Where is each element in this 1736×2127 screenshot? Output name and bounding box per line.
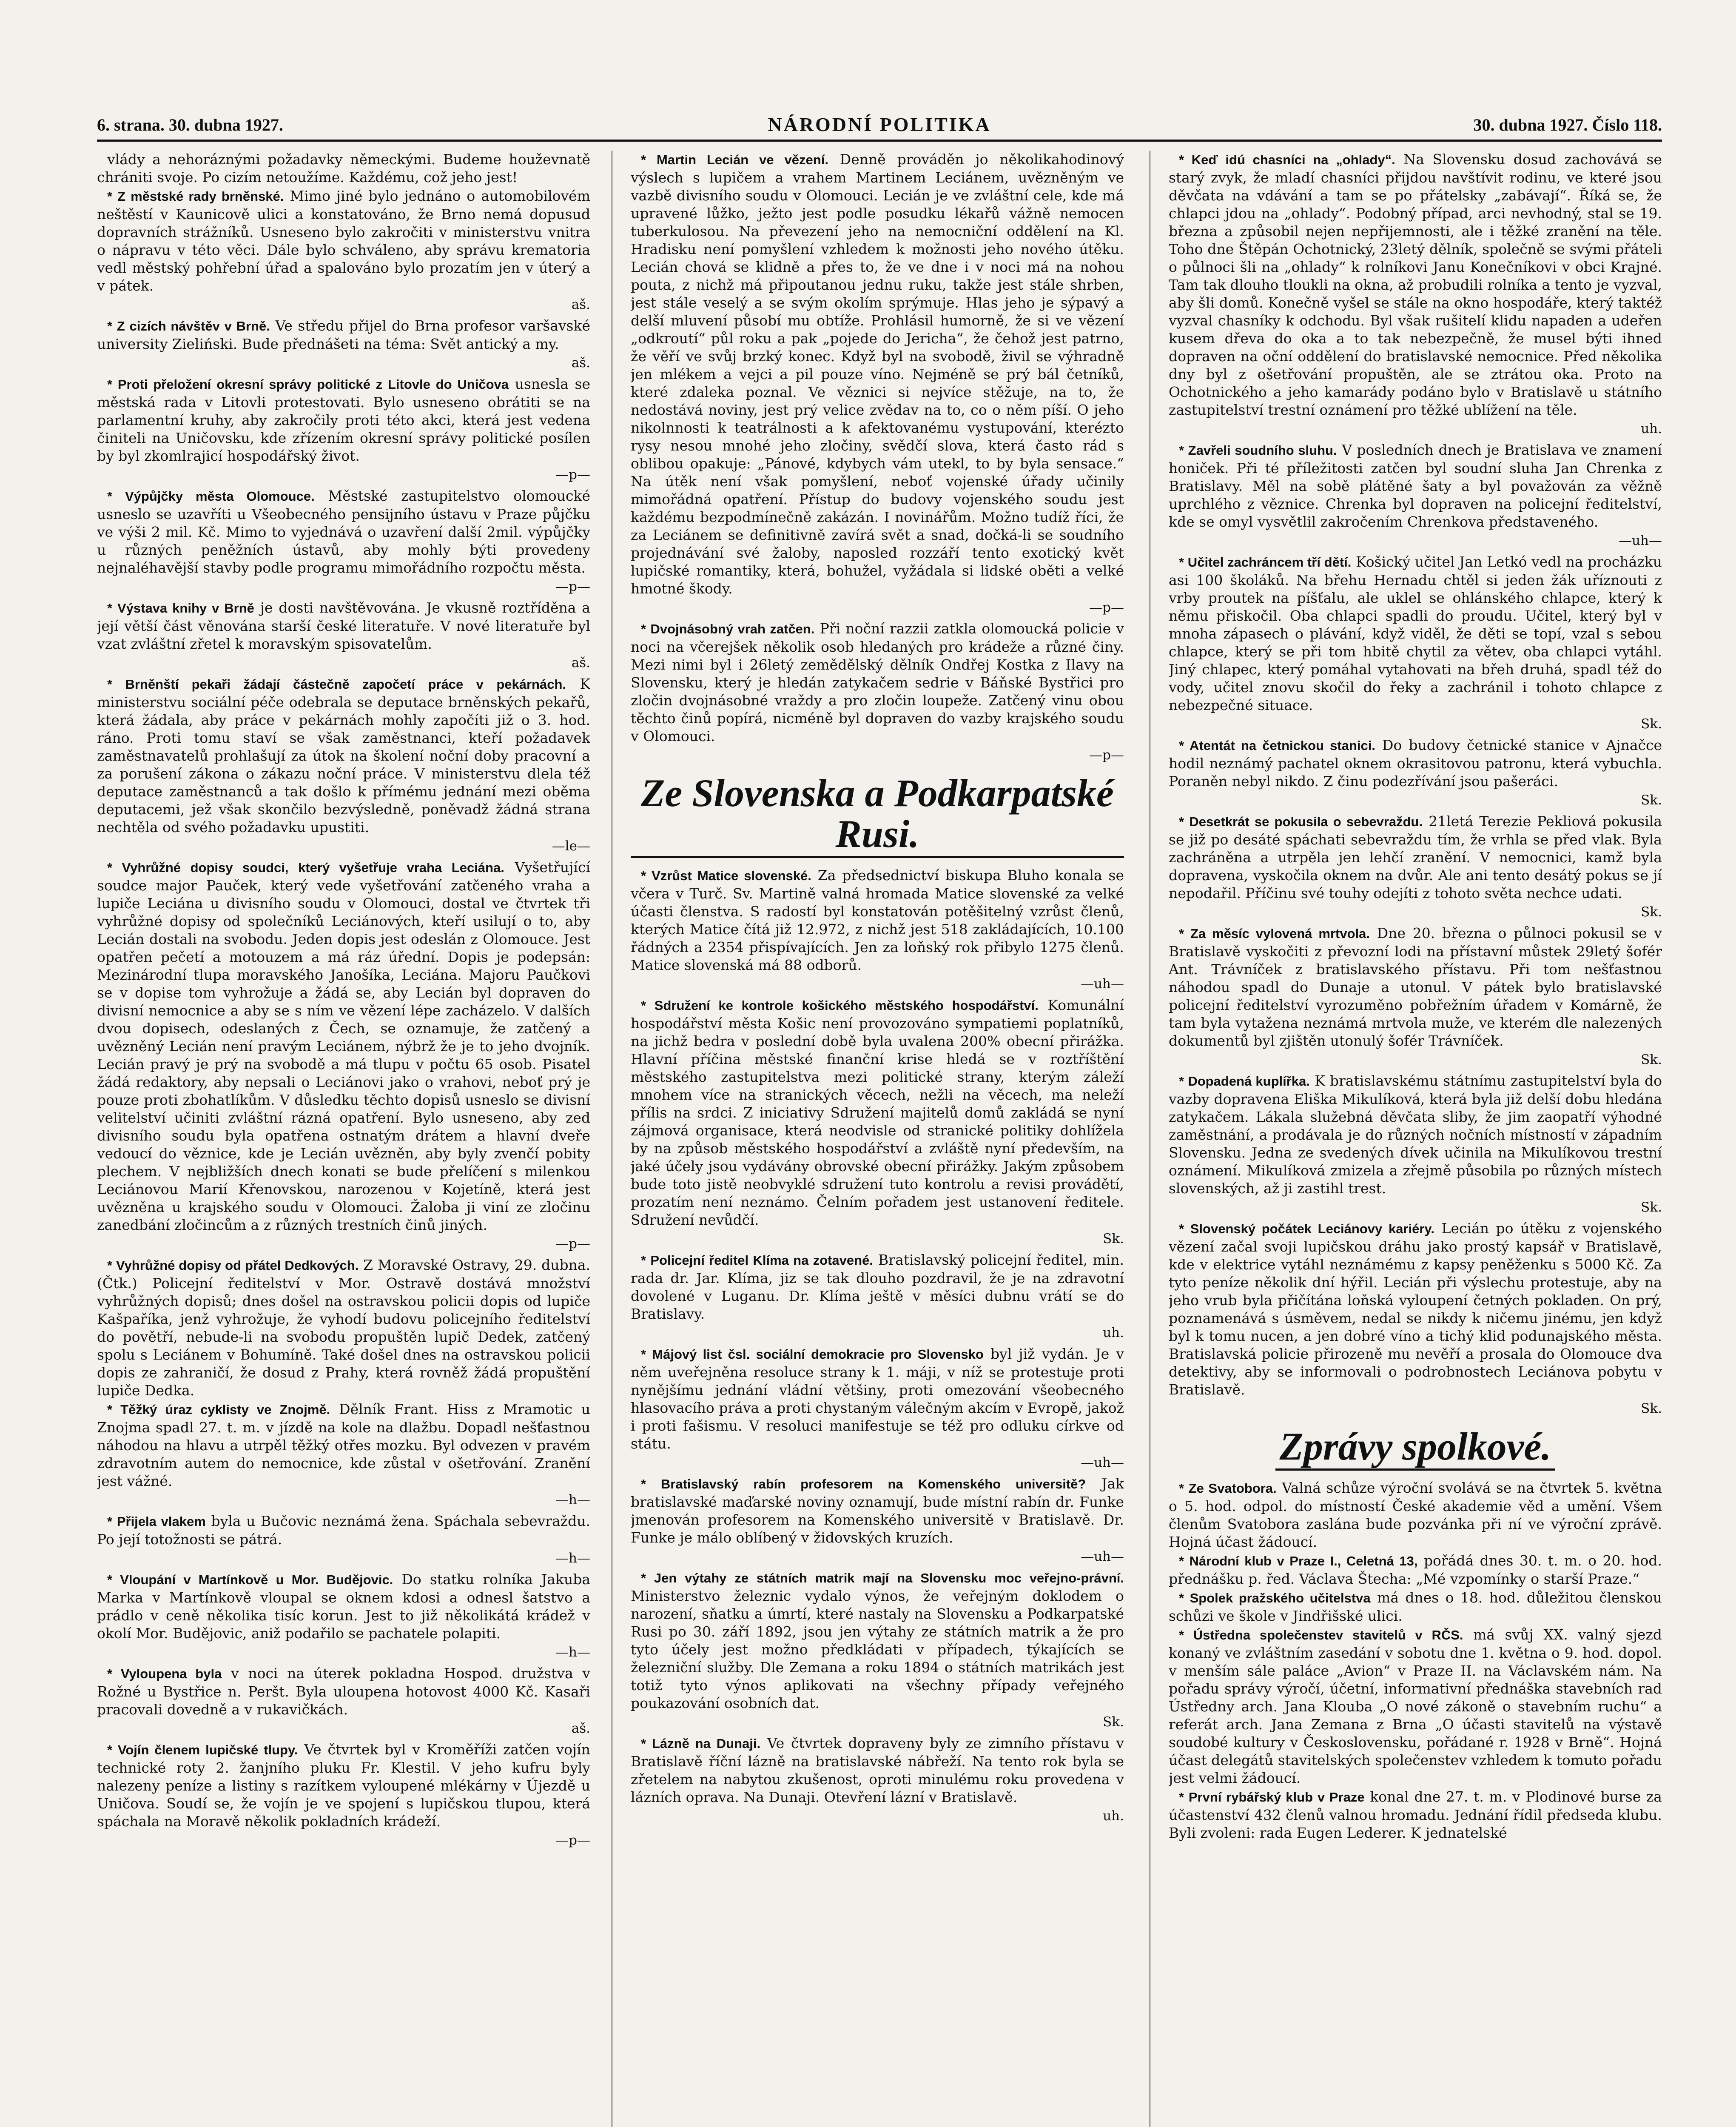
header-date-right: 30. dubna 1927. [1473, 115, 1588, 134]
article-headline: * Vyhrůžné dopisy od přátel Dedkových. [107, 1258, 359, 1273]
article [631, 867, 1124, 974]
article-headline: * Vyloupena byla [107, 1666, 222, 1681]
article-signature: —p— [555, 1833, 590, 1848]
article-signature: Sk. [1103, 1714, 1124, 1730]
article [631, 620, 1124, 745]
article-body: byla u Bučovic neznámá žena. Spáchala sebevraždu. Po její totožnosti se pátrá. [97, 1513, 590, 1548]
article-body: má dnes o 18. hod. důležitou členskou schůzi ve škole v Jindřišské ulici. [1169, 1589, 1662, 1624]
article-headline: * Těžký úraz cyklisty ve Znojmě. [107, 1402, 330, 1417]
article-body: Dne 20. března o půlnoci pokusil se v Bratislavě vyskočiti z převozní lodi na přístavní můstek 29letý šofér Ant. Trávníček z bratislavského přístavu. Při tom nešťastnou náhodou spadl do Dunaje a utonul. V pátek bylo bratislavské policejní ředitelství vyrozuměno pobřežním úřadem v Komárně, že tam byla vytažena neznámá mrtvola muže, ve kterém dle nalezených dokumentů byl zjištěn utonulý šofér Trávníček. [1169, 925, 1662, 1049]
article-signature: —uh— [1081, 1549, 1124, 1564]
article [1169, 924, 1662, 1050]
article-signature: aš. [571, 297, 590, 312]
article-headline: * Zavřeli soudního sluhu. [1179, 443, 1337, 458]
section-heading [631, 773, 1124, 858]
article-body: Denně prováděn jo několikahodinový výslech s lupičem a vrahem Martinem Leciánem, uvězněným ve vazbě divisního soudu v Olomouci. Lecián je ve zvláštní cele, kde má upravené lůžko, ježto jest podle posudku lékařů vážně nemocen tuberkulosou. Na převezení jeho na nemocniční oddělení na Kl. Hradisku není pomyšlení vzhledem k možnosti jeho nového útěku. Lecián chová se klidně a přes to, že ve dne i v noci má na nohou pouta, z nichž má připoutanou jednu ruku, takže jest stále shrben, jest stále veselý a se svým okolím sprýmuje. Hlas jeho je sýpavý a delší mluvení působí mu obtíže. Prohlásil humorně, že si ve vězení „odkroutí“ půl roku a pak „pojede do Jericha“, že čehož jest patrno, že věří ve svůj brzký konec. Když byl na svobodě, živil se výhradně jen mlékem a vejci a pil pouze víno. Nejméně se prý bál četníků, které zdaleka poznal. Ve věznici si nejvíce stěžuje, na to, že nedostává noviny, jest prý velice zvědav na to, co o něm píší. O jeho nikolnnosti k teatrálnosti a k afektovanému vystupování, kterézto rysy nesou mnohé jeho zločiny, svědčí slova, která často rád s oblibou opakuje: „Pánové, kdybych vám utekl, to by byla sensace.“ Na útěk není však pomyšlení, neboť vojenské úřady učinily mimořádná opatření. Přístup do budovy vojenského soudu jest každému bezpodmínečně zakázán. I novinářům. Možno tudíž říci, že za Leciánem se definitivně zavírá svět a snad, dočká-li se soudního projednávání své žaloby, naposled rozzáří tento exotický květ lupičské romantiky, která, bohužel, vyžádala si lidské oběti a velké hmotné škody. [631, 151, 1124, 597]
article-body: Košický učitel Jan Letkó vedl na procházku asi 100 školáků. Na břehu Hernadu chtěl si jeden žák uříznouti z vrby proutek na píšťalu, ale uklel se ohlánského chlapce, který k němu přiskočil. Oba chlapci spadli do proudu. Učitel, který byl v mnoha zápasech o plávání, když viděl, že děti se topí, vzal s sebou chlapce, který se při tom hbitě chytil za větev, oba chlapci vytáhl. Jiný chlapec, který pomáhal vytahovati na břeh druhá, spadl též do vody, učitel znovu skočil do řeky a zachránil i tohoto chlapce z nebezpečné situace. [1169, 553, 1662, 713]
article-body: Lecián po útěku z vojenského vězení začal svoji lupičskou dráhu jako prostý kapsář v Bratislavě, kde v elektrice vytáhl neznámému z kapsy peněženku s 5000 Kč. Za tyto peníze několik dní hýřil. Lecián při výslechu protestuje, aby na jeho vrub byla přičítána loňská vyloupení četných pokladen. On prý, poznamenává s úsměvem, nedal se nikdy k ničemu jinému, jen když byl k tomu nucen, a jen dobré víno a tichý klid podunajského města. Bratislavská policie přirozeně mu nevěří a prosala do Olomouce dva detektivy, aby se informovali o podrobnostech Leciánova pobytu v Bratislavě. [1169, 1220, 1662, 1398]
column-1 [97, 151, 590, 2127]
article-body: pořádá dnes 30. t. m. o 20. hod. přednášku p. řed. Václava Štecha: „Mé vzpomínky o starší Praze.“ [1169, 1552, 1662, 1587]
issue-number: Číslo 118. [1592, 115, 1662, 134]
article-signature: —p— [555, 1236, 590, 1252]
article [1169, 1072, 1662, 1198]
article-headline: * Dopadená kuplířka. [1179, 1074, 1310, 1089]
article-signature: uh. [1103, 1325, 1124, 1340]
article-headline: * Spolek pražského učitelstva [1179, 1591, 1371, 1605]
article-body: Ministerstvo železnic vydalo výnos, že veřejným doklodem o narození, sňatku a úmrtí, které nastaly na Slovensku a Podkarpatské Rusi po 30. září 1892, jsou jen výtahy ze státních matrik a že pro tyto účely jest možno předkládati v případech, týkajících se železniční služby. Dle Zemana a roku 1894 o státních matrikách jest totiž tyto výnos aplikovati na všechny případy veřejného poukazování osobních dat. [631, 1588, 1124, 1711]
article-body: Valná schůze výroční svolává se na čtvrtek 5. května o 5. hod. odpol. do místností České akademie věd a umění. Všem členům Svatobora zaslána bude pozvánka při ní ve výroční zprávě. Hojná účast žádoucí. [1169, 1480, 1662, 1550]
article-headline: * Proti přeložení okresní správy politické z Litovle do Uničova [107, 377, 509, 392]
article-headline: * Desetkrát se pokusila o sebevraždu. [1179, 814, 1423, 829]
article-headline: * Vloupání v Martínkově u Mor. Budějovic. [107, 1572, 393, 1587]
article-body: má svůj XX. valný sjezd konaný ve zvláštním zasedání v sobotu dne 1. května o 9. hod. dopol. v menším sále paláce „Avion“ v Praze II. na Václavském nám. Na pořadu správy výročí, účetní, informativní přednáška stavebních rad Ústředny arch. Jana Klouba „O nové zákoně o stavebním ruchu“ a referát arch. Jana Zemana z Brna „O účasti stavitelů na výstavě soudobé kultury v Československu, pořádané r. 1928 v Brně“. Hojná účast delegátů stavitelských společenstev vzhledem k tomuto pořadu jest velmi žádoucí. [1169, 1626, 1662, 1786]
article-headline: * Z městské rady brněnské. [107, 189, 284, 204]
article-body: je dosti navštěvována. Je vkusně roztříděna a její větší část věnována starší české literatuře. V nové literatuře byl vzat zvláštní zřetel k moravským spisovatelům. [97, 599, 590, 652]
article-body: byl již vydán. Je v něm uveřejněna resoluce strany k 1. máji, v níž se protestuje proti nynějšímu jednání vládní většiny, proti omezování všeobecného hlasovacího práva a proti chystaným válečným akcím v Evropě, jakož i proti fašismu. V resoluci manifestuje se též pro odluku církve od státu. [631, 1346, 1124, 1452]
section-heading-text: Ze Slovenska a Podkarpatské Rusi. [631, 773, 1124, 858]
article [1169, 1479, 1662, 1551]
article-body: Ve čtvrtek byl v Kroměříži zatčen vojín technické roty 2. žanjního pluku Fr. Klestil. V jeho kufru byly nalezeny peníze a listiny s razítkem vyloupené mlékárny v Újezdě u Uničova. Soudí se, že vojín je ve spojení s lupičskou tlupou, která spáchala na Moravě několik pokladních krádeží. [97, 1741, 590, 1830]
article [631, 1569, 1124, 1712]
article-headline: * Májový list čsl. sociální demokracie pro Slovensko [641, 1347, 984, 1362]
article-body: K ministerstvu sociální péče odebrala se deputace brněnských pekařů, která žádala, aby práce v pekárnách mohly započíti již o 3. hod. ráno. Proti tomu staví se však zaměstnanci, kteří požadavek zaměstnavatelů prohlašují za útok na školení noční doby pracovní a za porušení zákona o zákazu noční práce. V ministerstvu dlela též deputace zaměstnanců a tak došlo k přímému jednání mezi oběma deputacemi, jež však skončilo bezvýsledně, poněvadž žádná strana nechtěla od svého požadavku upustiti. [97, 676, 590, 835]
article-headline: * Výpůjčky města Olomouce. [107, 489, 315, 504]
header-date-left: 30. dubna 1927. [168, 115, 283, 134]
article [1169, 813, 1662, 902]
article-signature: uh. [1641, 421, 1662, 436]
article-signature: Sk. [1641, 793, 1662, 808]
article-headline: * Atentát na četnickou stanici. [1179, 738, 1375, 753]
article [631, 151, 1124, 598]
article-headline: * Přijela vlakem [107, 1514, 206, 1529]
article-body: Komunální hospodářství města Košic není provozováno sympatiemi poplatníků, na jichž bedra v poslední době byla uvalena 200% obecní přirážka. Hlavní příčina městské finanční krise hledá se v roztříštění městského zastupitelstva mezi politické strany, kterým záleží mnohem více na stranických věcech, nežli na věcech, ma neleží přílis na srdci. Z iniciativy Sdružení majitelů domů zakládá se nyní zájmová organisace, která neodvisle od stranické politiky dohlížela by na způsob městského hospodářství a zvláště nyní především, na jaké účely jsou vydávány obrovské obecní přirážky. Jakým způsobem bude toto jistě neobvyklé sdružení tuto kontrolu a revisi provádětí, prozatím není neznámo. Čelním pořadem jest ustanovení ředitele. Sdružení nevůdčí. [631, 997, 1124, 1228]
article-body: vlády a nehoráznými požadavky německými. Budeme houževnatě chrániti svoje. Po cizím netoužíme. Každému, což jeho jest! [97, 151, 590, 185]
article-body: Jak bratislavské maďarské noviny oznamují, bude místní rabín dr. Funke jmenován profesorem na Komenského universitě v Bratislavě. Dr. Funke je málo oblíbený v židovských kruzích. [631, 1475, 1124, 1546]
article [97, 187, 590, 295]
article-headline: * Slovenský počátek Leciánovy kariéry. [1179, 1221, 1434, 1236]
article-headline: * Jen výtahy ze státních matrik mají na Slovensku moc veřejno-právní. [641, 1571, 1124, 1585]
article-body: usnesla se městská rada v Litovli protestovati. Bylo usneseno obrátiti se na parlamentní kruhy, aby zakročily proti této akci, která jest vedena činiteli na Uničovsku, kde zřízením okresní správy politické posílen by byl zkomlrajicí hospodářský život. [97, 376, 590, 464]
article-body: Za předsednictví biskupa Bluho konala se včera v Turč. Sv. Martině valná hromada Matice slovenské za velké účasti členstva. S radostí byl konstatován potěšitelný vzrůst členů, kterých Matice čítá již 12.972, z nichž jest 518 zakládajících, 10.100 řádných a 2354 přispívajících. Jen za loňský rok přibylo 1275 členů. Matice slovenská má 88 odborů. [631, 867, 1124, 973]
article-body: Vyšetřující soudce major Pauček, který vede vyšetřování zatčeného vraha a lupiče Leciána u divisního soudu v Olomouci, dostal ve čtvrtek tři vyhrůžné dopisy od společníků Leciánových, kteří usilují o to, aby Lecián dostali na svobodu. Jeden dopis jest odeslán z Olomouce. Jest opatřen pečetí a motouzem a má ráz úřední. Dopis je podepsán: Mezinárodní tlupa moravského Janošíka, Leciána. Majoru Paučkovi se v dopise tom vyhrožuje a žádá se, aby Lecián byl dopraven do divisní nemocnice a aby se s ním ve vězení lépe zacházelo. V dalších dvou dopisech, odeslaných z Čech, se oznamuje, že zatčený a uvězněný Lecián není pravým Leciánem, nýbrž že je to jeho dvojník. Lecián pravý je prý na svobodě a má tlupu v počtu 65 osob. Pisatel žádá redaktory, aby nepsali o Leciánovi jako o vrahovi, neboť prý je pouze proti zbohatlíkům. V důsledku těchto dopisů usneslo se divisní velitelství učiniti zvláštní rázná opatření. Bylo usneseno, aby zeď divisního soudu byla opatřena ostnatým drátem a hlavní dveře vedoucí do věznice, kde je Lecián uvězněn, aby byly zvenčí pobity plechem. V nejbližších dnech konati se bude přelíčení s milenkou Leciánovou Marií Křenovskou, narozenou v Kojetíně, která jest uvězněna u krajského soudu v Olomouci. Žaloba ji viní ze zločinu zanedbání zločincům a z různých trestních činů jiných. [97, 859, 590, 1233]
article-headline: * Dvojnásobný vrah zatčen. [641, 622, 815, 636]
article [631, 1475, 1124, 1547]
article [1169, 1552, 1662, 1588]
article [97, 151, 590, 186]
article [97, 1400, 590, 1490]
article-signature: Sk. [1641, 904, 1662, 920]
article-signature: —uh— [1081, 1455, 1124, 1470]
article-body: Ve středu přijel do Brna profesor varšavské university Zieliński. Bude přednášeti na téma: Svět antický a my. [97, 317, 590, 352]
article [1169, 1220, 1662, 1399]
article [97, 1665, 590, 1719]
section-heading-text: Zprávy spolkové. [1275, 1426, 1556, 1471]
article [1169, 1788, 1662, 1842]
article-body: Mimo jiné bylo jednáno o automobilovém neštěstí v Kaunicově ulici a konstatováno, že Brno nemá dopusud dopravních strážníků. Usneseno bylo zakročiti v ministerstvu vnitra o nápravu v této věci. Dále bylo schváleno, aby správu krematoria vedl městský pohřební úřad a spalováno bylo prozatím jen v úterý a v pátek. [97, 188, 590, 294]
article-body: Dělník Frant. Hiss z Mramotic u Znojma spadl 27. t. m. v jízdě na kole na dlažbu. Dopadl nešťastnou náhodou na hlavu a utrpěl těžký otřes mozku. Byl odvezen v pravém zdravotním autem do nemocnice, kde zůstal v ošetřování. Zranění jest vážné. [97, 1401, 590, 1489]
article-signature: —p— [555, 467, 590, 482]
article-signature: aš. [571, 355, 590, 371]
article [97, 1512, 590, 1548]
article-body: Městské zastupitelstvo olomoucké usneslo se uzavříti u Všeobecného pensijního ústavu v Praze půjčku ve výši 2 mil. Kč. Mimo to vyjednává o uzavření další 2mil. výpůjčky u různých peněžních ústavů, aby mohly býti provedeny nejnaléhavější stavby podle programu mimořádního rozpočtu města. [97, 488, 590, 576]
article-signature: Sk. [1103, 1231, 1124, 1246]
article [1169, 553, 1662, 714]
article-signature: —le— [552, 838, 590, 854]
article-headline: * Vyhrůžné dopisy soudci, který vyšetřuje vraha Leciána. [107, 860, 504, 875]
article-body: Do statku rolníka Jakuba Marka v Martínkově vloupal se oknem kdosi a odnesl šatstvo a prádlo v ceně několika tisíc korun. Jest to již několikátá krádež v okolí Mor. Budějovic, aniž podařilo se pachatele polapiti. [97, 1571, 590, 1642]
article [631, 1345, 1124, 1453]
article-body: v noci na úterek pokladna Hospod. družstva v Rožné u Bystřice n. Peršt. Byla uloupena hotovost 4000 Kč. Kasaři pracovali dovedně a v rukavičkách. [97, 1665, 590, 1718]
column-2 [631, 151, 1124, 2127]
article-headline: * Národní klub v Praze I., Celetná 13, [1179, 1554, 1418, 1568]
article-headline: * Učitel zachráncem tří dětí. [1179, 555, 1352, 570]
article-signature: —uh— [1081, 976, 1124, 992]
article-body: konal dne 27. t. m. v Plodinové burse za účastenství 432 členů valnou hromadu. Jednání řídil předseda klubu. Byli zvoleni: rada Eugen Lederer. K jednatelské [1169, 1788, 1662, 1841]
article-headline: * Ze Svatobora. [1179, 1481, 1277, 1496]
article [631, 1734, 1124, 1806]
article-body: Z Moravské Ostravy, 29. dubna. (Čtk.) Policejní ředitelství v Mor. Ostravě dostává množství vyhrůžných dopisů; dnes došel na ostravskou policii dopis od lupiče Kašpaříka, jenž vyhrožuje, že vyhodí budovu policejního ředitelství do povětří, nebude-li na svobodu propuštěn lupič Dedek, zatčený spolu s Leciánem v Bohumíně. Také došel dnes na ostravskou policii dopis ze zahraničí, že dosud z Prahy, která rovněž žádá propuštění lupiče Dedka. [97, 1257, 590, 1399]
article [97, 375, 590, 465]
article-headline: * Martin Lecián ve vězení. [641, 152, 828, 167]
article [97, 1741, 590, 1830]
article-body: Ve čtvrtek dopraveny byly ze zimního přístavu v Bratislavě říční lázně na bratislavské nábřeží. Na tento rok byla se zřetelem na nabytou zkušenost, oproti minulému roku provedena v lázních oprava. Na Dunaji. Otevření lázní v Bratislavě. [631, 1735, 1124, 1805]
masthead-title: NÁRODNÍ POLITIKA [768, 114, 991, 135]
article [1169, 151, 1662, 419]
article [631, 996, 1124, 1229]
article [97, 317, 590, 353]
article-body: Do budovy četnické stanice v Ajnačce hodil neznámý pachatel oknem okrasitovou patronu, která vybuchla. Poraněn nebyl nikdo. Z činu podezřívání jsou pašeráci. [1169, 737, 1662, 790]
article-headline: * Vojín členem lupičské tlupy. [107, 1742, 298, 1757]
article [97, 487, 590, 577]
article-body: Na Slovensku dosud zachovává se starý zvyk, že mladí chasníci přijdou navštívit rodinu, ve které jsou děvčata na vdávání a tam se po přátelsky „zabávají“. Říká se, že chlapci jdou na „ohlady“. Podobný případ, arci nevhodný, stal se 19. března a způsobil nejen nepřijemnosti, ale i těžké zranění na těle. Toho dne Štěpán Ochotnický, 23letý dělník, společně se svými přáteli o půlnoci šli na „ohlady“ k rolníkovi Janu Konečníkovi v obci Krajné. Tam tak dlouho tloukli na okna, až probudili rolníka a tento je vyzval, aby šli domů. Konečně vyšel se stále na okno hospodáře, který taktéž vyzval chasníky k odchodu. Byl však rušitelí klidu napaden a udeřen kusem dřeva do oka a to tak nebezpečně, že musel býti ihned dopraven na oční oddělení do bratislavské nemocnice. Před několika dny byl z ošetřování propuštěn, ale se ztrátou oka. Proto na Ochotnického a jeho kamarády podáno bylo v Bratislavě u státního zastupitelství trestní oznámení pro těžké ublížení na těle. [1169, 151, 1662, 418]
article [1169, 1589, 1662, 1625]
article-headline: * První rybářský klub v Praze [1179, 1790, 1365, 1805]
article [97, 599, 590, 653]
article-headline: * Lázně na Dunaji. [641, 1736, 761, 1751]
article-signature: aš. [571, 1721, 590, 1736]
article [97, 858, 590, 1234]
article-headline: * Vzrůst Matice slovenské. [641, 868, 811, 883]
article-body: K bratislavskému státnímu zastupitelství byla do vazby dopravena Eliška Mikulíková, která byla již delší dobu hledána zatykačem. Lákala služebná děvčata sliby, že jim zaopatří výhodné zaměstnání, a prodávala je do různých nočních místností v západním Slovensku. Jedna ze svedených dívek učinila na Mikulíkovou trestní oznámení. Mikulíková zmizela a zřejmě působila po různých místech slovenských, až ji zastihl trest. [1169, 1072, 1662, 1197]
article-signature: —h— [555, 1551, 590, 1566]
newspaper-sheet [97, 110, 1662, 2127]
article-signature: —p— [1089, 600, 1124, 615]
article-signature: —p— [1089, 747, 1124, 763]
page-header [97, 110, 1662, 142]
article-signature: —uh— [1619, 533, 1662, 548]
article [1169, 736, 1662, 790]
article-signature: Sk. [1641, 1200, 1662, 1215]
article-headline: * Výstava knihy v Brně [107, 601, 254, 616]
column-3 [1169, 151, 1662, 2127]
article-body: Při noční razzii zatkla olomoucká policie v noci na včerejšek několik osob hledaných pro krádeže a různé činy. Mezi nimi byl i 26letý zemědělský dělník Ondřej Kostka z Ilavy na Slovensku, který je hledán zatykačem sedrie v Báňské Bystřici pro zločin dvojnásobné vraždy a pro zločin loupeže. Zatčený vinu obou těchto činů popírá, nicméně byl dopraven do vazby krajského soudu v Olomouci. [631, 620, 1124, 744]
article-headline: * Bratislavský rabín profesorem na Komenského universitě? [641, 1477, 1086, 1491]
article-signature: aš. [571, 655, 590, 670]
article-signature: uh. [1103, 1808, 1124, 1824]
article-headline: * Sdružení ke kontrole košického městského hospodářství. [641, 998, 1039, 1013]
article-signature: —p— [555, 579, 590, 594]
article-signature: Sk. [1641, 1052, 1662, 1067]
article-signature: —h— [555, 1492, 590, 1508]
article-headline: * Brněnští pekaři žádají částečně započetí práce v pekárnách. [107, 677, 566, 692]
page-number: 6. strana. [97, 115, 165, 134]
article-headline: * Policejní ředitel Klíma na zotavené. [641, 1253, 873, 1268]
article-signature: Sk. [1641, 716, 1662, 732]
article-body: V posledních dnech je Bratislava ve znamení honiček. Při té příležitosti zatčen byl soudní sluha Jan Chrenka z Bratislavy. Měl na sobě plátěné šaty a byl považován za věžně uprchlého z věznice. Chrenka byl dopraven na policejní ředitelství, kde se omyl vysvětlil zakročením Chrenkova představeného. [1169, 442, 1662, 530]
article [97, 1256, 590, 1400]
article-headline: * Keď idú chasníci na „ohlady“. [1179, 152, 1395, 167]
article-body: 21letá Terezie Pekliová pokusila se již po desáté spáchati sebevraždu tím, že vrhla se před vlak. Byla zachráněna a utrpěla jen lehčí zranění. V nemocnici, kamž byla dopravena, vyskočila oknem na dvůr. Ale ani tento desátý pokus se jí nepodařil. Příčinu své touhy odejíti z tohoto světa nechce udati. [1169, 813, 1662, 901]
article-body: Bratislavský policejní ředitel, min. rada dr. Jar. Klíma, jiz se tak dlouho pozdravil, že je na zdravotní dovolené v Luganu. Dr. Klíma ještě v měsíci dubnu vrátí se do Bratislavy. [631, 1252, 1124, 1322]
article [1169, 1626, 1662, 1787]
article-signature: Sk. [1641, 1401, 1662, 1416]
section-heading [1169, 1426, 1662, 1471]
article-headline: * Ústředna společenstev stavitelů v RČS. [1179, 1628, 1463, 1642]
header-right [1474, 115, 1662, 135]
article-headline: * Za měsíc vylovená mrtvola. [1179, 926, 1370, 941]
article [97, 675, 590, 836]
article [1169, 441, 1662, 531]
article [631, 1251, 1124, 1323]
article-headline: * Z cizích návštěv v Brně. [107, 319, 270, 334]
article [97, 1571, 590, 1642]
article-signature: —h— [555, 1645, 590, 1660]
